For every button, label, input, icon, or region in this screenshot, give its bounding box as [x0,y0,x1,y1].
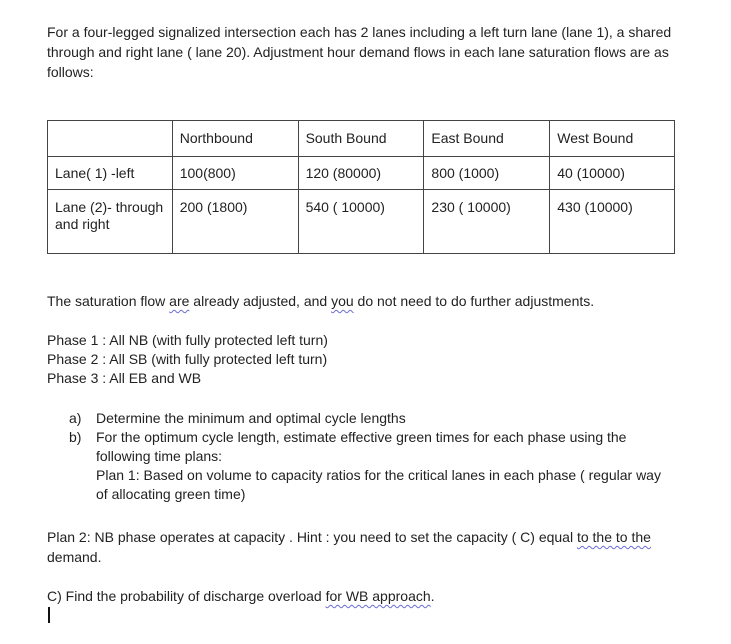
phase-item: Phase 3 : All EB and WB [47,370,202,386]
table-header-northbound: Northbound [172,121,298,157]
table-row-label: Lane (2)- through and right [48,190,173,254]
question-a-text: Determine the minimum and optimal cycle lengths [96,410,406,426]
document-body [47,22,687,82]
plan-2-paragraph [47,527,687,567]
table-cell: 100(800) [172,157,298,190]
table-row [48,190,675,254]
table-cell: 200 (1800) [172,190,298,254]
question-b [69,428,669,466]
question-c-text: . [430,588,435,604]
phase-item: Phase 1 : All NB (with fully protected left turn) [47,332,328,348]
text-cursor[interactable] [48,607,50,623]
table-cell: 120 (80000) [298,157,424,190]
table-row-label: Lane( 1) -left [48,157,173,190]
spellcheck-flag[interactable]: to the to the [576,529,651,545]
table-cell: 540 ( 10000) [298,190,424,254]
spellcheck-flag[interactable]: for WB approach [325,588,431,604]
table-cell: 800 (1000) [424,157,550,190]
table-header-eastbound: East Bound [424,121,550,157]
question-a [69,409,669,428]
table-header-cell [48,121,173,157]
phase-item: Phase 2 : All SB (with fully protected left turn) [47,351,328,367]
plan-1-text: Plan 1: Based on volume to capacity ratios for the critical lanes in each phase ( regular way of allocating green time) [96,467,661,502]
table-cell: 40 (10000) [550,157,675,190]
phase-list [47,331,328,388]
table-row [48,157,675,190]
flow-table [47,120,675,254]
spellcheck-flag[interactable]: you [331,293,354,309]
saturation-note [47,291,594,311]
table-header-westbound: West Bound [550,121,675,157]
table-cell: 230 ( 10000) [424,190,550,254]
spellcheck-flag[interactable]: are [169,293,190,309]
question-c-text: C) Find the probability of discharge overload [47,588,326,604]
question-b-text: For the optimum cycle length, estimate effective green times for each phase using the following time plans: [96,429,627,464]
question-c-paragraph [47,586,435,606]
table-header-southbound: South Bound [298,121,424,157]
table-header-row [48,121,675,157]
question-list [69,409,669,504]
saturation-note-text: already adjusted, and [189,293,332,309]
list-marker: a) [69,410,82,426]
list-marker: b) [69,429,82,445]
table-cell: 430 (10000) [550,190,675,254]
saturation-note-text: do not need to do further adjustments. [353,293,595,309]
saturation-note-text: The saturation flow [47,293,170,309]
plan-2-text: Plan 2: NB phase operates at capacity . Hint : you need to set the capacity ( C) equal [47,529,577,545]
intro-paragraph: For a four-legged signalized intersection each has 2 lanes including a left turn lane (lane 1), a shared through and right lane ( lane 20). Adjustment hour demand flows in each lane saturation flows are as follows: [47,24,672,80]
plan-2-text: demand. [47,549,102,565]
